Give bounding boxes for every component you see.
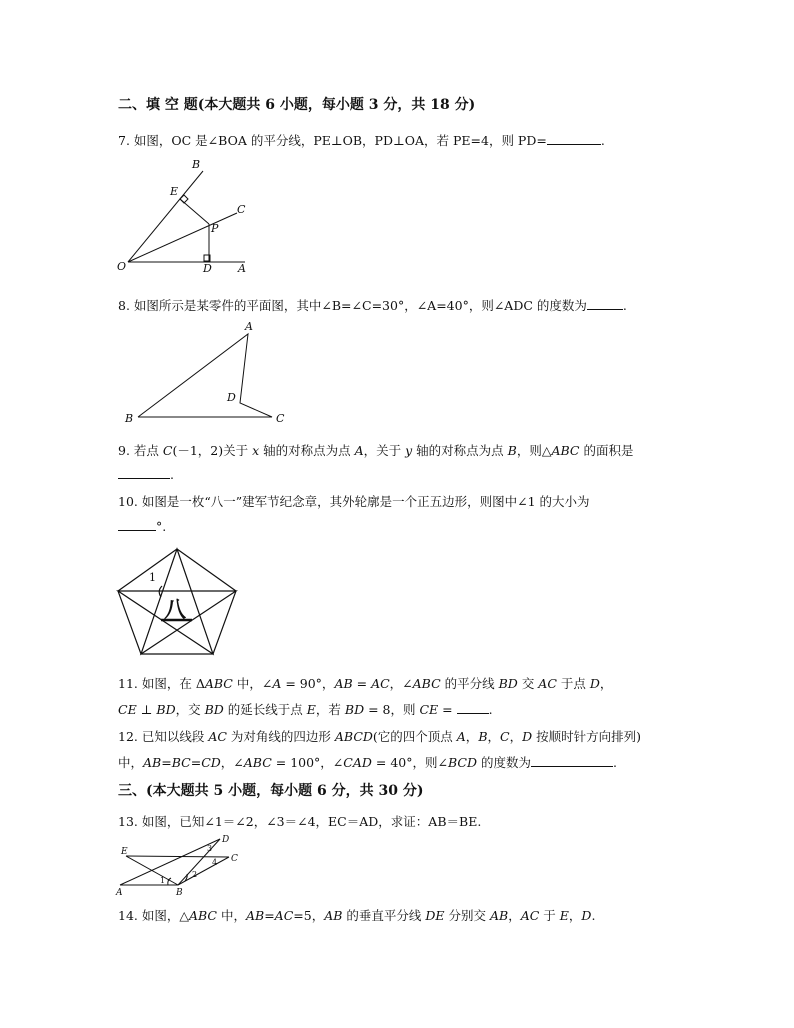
label-A: A — [116, 888, 123, 898]
q13-figure — [112, 830, 252, 898]
q7-figure — [110, 155, 260, 280]
label-A: A — [245, 320, 253, 333]
answer-blank — [457, 701, 489, 714]
angle-1-label: 1 — [149, 571, 156, 584]
question-13: 13. 如图，已知∠1＝∠2，∠3＝∠4，EC＝AD，求证：AB＝BE. — [118, 814, 482, 829]
answer-blank — [587, 297, 623, 310]
label-C: C — [237, 203, 246, 216]
question-7-text: 7. 如图，OC 是∠BOA 的平分线，PE⊥OB，PD⊥OA，若 PE=4，则 PD= — [118, 133, 547, 148]
question-14: 14. 如图，△ABC 中，AB=AC=5，AB 的垂直平分线 DE 分别交 AB，AC 于 E，D. — [118, 908, 596, 923]
question-10-answer-line: °. — [118, 518, 166, 534]
question-11-line-2: CE ⊥ BD，交 BD 的延长线于点 E，若 BD = 8，则 CE = . — [118, 702, 493, 717]
question-9-answer-line: . — [118, 466, 174, 482]
section-heading: 二、填 空 题(本大题共 6 小题，每小题 3 分，共 18 分) — [118, 97, 476, 113]
question-12: 12. 已知以线段 AC 为对角线的四边形 ABCD(它的四个顶点 A，B，C，D 按顺时针方向排列) — [118, 729, 641, 744]
label-C: C — [276, 412, 285, 425]
question-10: 10. 如图是一枚“八一”建军节纪念章，其外轮廓是一个正五边形，则图中∠1 的大小为 — [118, 494, 590, 509]
answer-blank — [531, 754, 613, 767]
angle-3-label: 3 — [207, 844, 213, 853]
label-O: O — [117, 260, 127, 273]
label-D: D — [222, 835, 230, 845]
answer-blank — [547, 132, 601, 145]
angle-2-label: 2 — [192, 870, 198, 879]
question-12-line-2: 中，AB=BC=CD，∠ABC = 100°，∠CAD = 40°，则∠BCD 的度数为 . — [118, 755, 617, 770]
answer-blank — [118, 466, 170, 479]
label-D: D — [203, 262, 212, 275]
label-E: E — [170, 185, 179, 198]
angle-1-label: 1 — [160, 876, 166, 885]
label-C: C — [231, 854, 238, 864]
label-D: D — [227, 391, 236, 404]
label-A: A — [238, 262, 246, 275]
question-11: 11. 如图，在 ΔABC 中，∠A = 90°，AB = AC，∠ABC 的平分线 BD 交 AC 于点 D， — [118, 676, 613, 691]
badge-character: 八 — [164, 597, 187, 623]
q10-figure — [112, 540, 242, 660]
section-heading: 三、(本大题共 5 小题，每小题 6 分，共 30 分) — [118, 783, 424, 799]
question-7: 7. 如图，OC 是∠BOA 的平分线，PE⊥OB，PD⊥OA，若 PE=4，则 PD= . — [118, 133, 605, 148]
question-8-text: 8. 如图所示是某零件的平面图，其中∠B=∠C=30°，∠A=40°，则∠ADC 的度数为 — [118, 298, 587, 313]
label-B: B — [192, 158, 201, 171]
question-8: 8. 如图所示是某零件的平面图，其中∠B=∠C=30°，∠A=40°，则∠ADC 的度数为 . — [118, 298, 627, 313]
answer-blank — [118, 518, 156, 531]
question-9: 9. 若点 C(－1，2)关于 x 轴的对称点为点 A，关于 y 轴的对称点为点 B，则△ABC 的面积是 — [118, 443, 634, 458]
q8-figure — [120, 318, 295, 428]
label-E: E — [121, 847, 128, 857]
label-P: P — [211, 222, 219, 235]
label-B: B — [125, 412, 134, 425]
angle-4-label: 4 — [212, 858, 218, 867]
label-B: B — [176, 888, 183, 898]
